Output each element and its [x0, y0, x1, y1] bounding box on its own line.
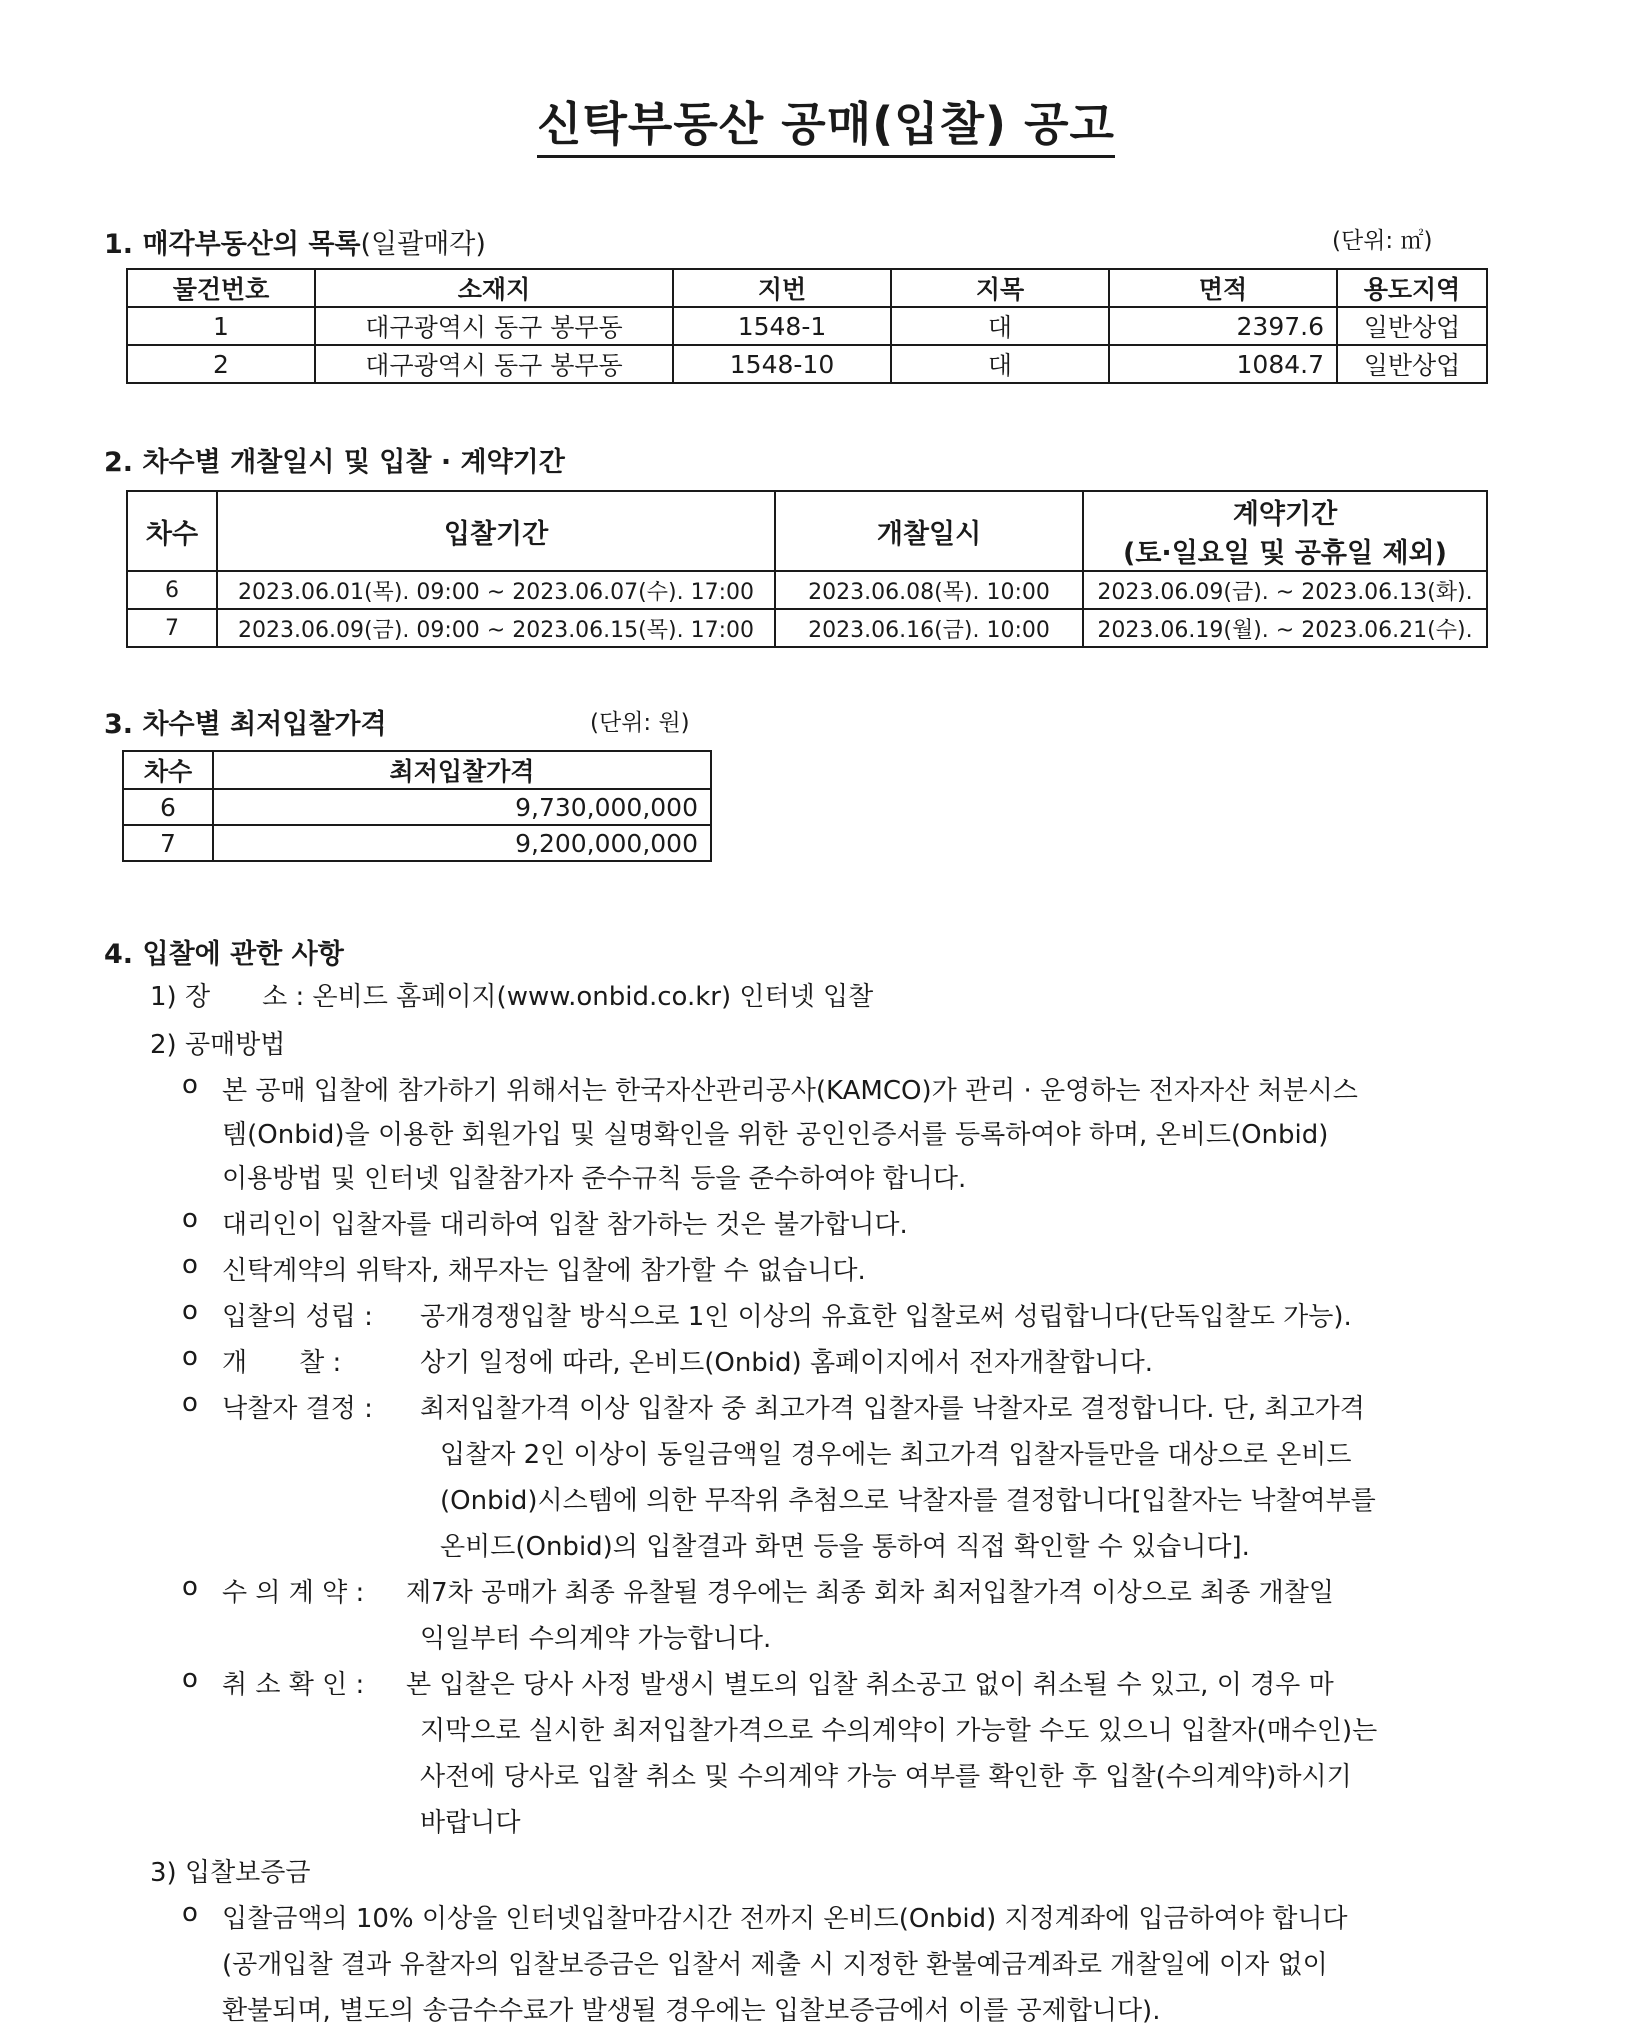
- col-header: 용도지역: [1337, 269, 1487, 307]
- bullet-text: 최저입찰가격 이상 입찰자 중 최고가격 입찰자를 낙찰자로 결정합니다. 단, 최고가격: [420, 1394, 1365, 1424]
- contract-period-label: 계약기간: [1232, 499, 1338, 530]
- bullet-text: (Onbid)시스템에 의한 무작위 추첨으로 낙찰자를 결정합니다[입찰자는 낙찰여부를: [440, 1486, 1376, 1516]
- cell: 9,200,000,000: [213, 825, 711, 861]
- col-header: 개찰일시: [775, 491, 1083, 571]
- bullet-text: 환불되며, 별도의 송금수수료가 발생될 경우에는 입찰보증금에서 이를 공제합니다).: [222, 1996, 1161, 2026]
- bullet-text: 익일부터 수의계약 가능합니다.: [420, 1624, 772, 1654]
- bullet-marker: o: [182, 1070, 198, 1100]
- section-3-heading: 3. 차수별 최저입찰가격: [104, 709, 387, 740]
- cell: 2023.06.09(금). 09:00 ~ 2023.06.15(목). 17:00: [217, 609, 775, 647]
- bullet-text: 이용방법 및 인터넷 입찰참가자 준수규칙 등을 준수하여야 합니다.: [222, 1164, 967, 1194]
- bullet-marker: o: [182, 1342, 198, 1372]
- bullet-marker: o: [182, 1898, 198, 1928]
- col-header: 면적: [1109, 269, 1337, 307]
- bullet-marker: o: [182, 1296, 198, 1326]
- cell: 2023.06.19(월). ~ 2023.06.21(수).: [1083, 609, 1487, 647]
- table-row: [127, 571, 1487, 609]
- bullet-text: 바랍니다: [420, 1808, 521, 1838]
- table-row: [123, 825, 711, 861]
- schedule-table: [126, 490, 1488, 648]
- cell: 1084.7: [1109, 345, 1337, 383]
- cell: 1548-10: [673, 345, 891, 383]
- col-header: 지목: [891, 269, 1109, 307]
- bullet-marker: o: [182, 1572, 198, 1602]
- cell: 대: [891, 307, 1109, 345]
- cell: 2023.06.08(목). 10:00: [775, 571, 1083, 609]
- col-header: 최저입찰가격: [213, 751, 711, 789]
- bullet-text: 대리인이 입찰자를 대리하여 입찰 참가하는 것은 불가합니다.: [222, 1210, 908, 1240]
- cell: 대구광역시 동구 봉무동: [315, 307, 673, 345]
- section-2-heading: 2. 차수별 개찰일시 및 입찰 · 계약기간: [104, 447, 565, 478]
- bullet-text: 입찰자 2인 이상이 동일금액일 경우에는 최고가격 입찰자들만을 대상으로 온비드: [440, 1440, 1352, 1470]
- bullet-text: 제7차 공매가 최종 유찰될 경우에는 최종 회차 최저입찰가격 이상으로 최종 개찰일: [406, 1578, 1335, 1608]
- col-header: 지번: [673, 269, 891, 307]
- bullet-label: 수 의 계 약 :: [222, 1578, 365, 1608]
- cell: 일반상업: [1337, 345, 1487, 383]
- col-header: 소재지: [315, 269, 673, 307]
- bullet-text: 사전에 당사로 입찰 취소 및 수의계약 가능 여부를 확인한 후 입찰(수의계약)하시기: [420, 1762, 1352, 1792]
- deposit-heading: 3) 입찰보증금: [150, 1858, 311, 1888]
- col-header: 차수: [123, 751, 213, 789]
- cell: 7: [127, 609, 217, 647]
- table-row: [127, 307, 1487, 345]
- cell: 2023.06.16(금). 10:00: [775, 609, 1083, 647]
- bullet-marker: o: [182, 1664, 198, 1694]
- unit-label-area: (단위: ㎡): [1332, 228, 1433, 254]
- cell: 1: [127, 307, 315, 345]
- property-table: [126, 268, 1488, 384]
- cell: 2023.06.01(목). 09:00 ~ 2023.06.07(수). 17:00: [217, 571, 775, 609]
- cell: 6: [123, 789, 213, 825]
- bullet-marker: o: [182, 1388, 198, 1418]
- bullet-marker: o: [182, 1250, 198, 1280]
- col-header: 입찰기간: [217, 491, 775, 571]
- table-row: [127, 345, 1487, 383]
- cell: 9,730,000,000: [213, 789, 711, 825]
- bullet-text: (공개입찰 결과 유찰자의 입찰보증금은 입찰서 제출 시 지정한 환불예금계좌로 개찰일에 이자 없이: [222, 1950, 1328, 1980]
- bullet-text: 본 입찰은 당사 사정 발생시 별도의 입찰 취소공고 없이 취소될 수 있고, 이 경우 마: [406, 1670, 1334, 1700]
- col-header: 차수: [127, 491, 217, 571]
- min-price-table: [122, 750, 712, 862]
- section-4-heading: 4. 입찰에 관한 사항: [104, 939, 344, 970]
- cell: 대구광역시 동구 봉무동: [315, 345, 673, 383]
- bullet-text: 템(Onbid)을 이용한 회원가입 및 실명확인을 위한 공인인증서를 등록하여야 하며, 온비드(Onbid): [222, 1120, 1329, 1150]
- bullet-text: 신탁계약의 위탁자, 채무자는 입찰에 참가할 수 없습니다.: [222, 1256, 866, 1286]
- col-header-contract: [1083, 491, 1487, 571]
- cell: 2023.06.09(금). ~ 2023.06.13(화).: [1083, 571, 1487, 609]
- cell: 2397.6: [1109, 307, 1337, 345]
- bullet-text: 상기 일정에 따라, 온비드(Onbid) 홈페이지에서 전자개찰합니다.: [420, 1348, 1153, 1378]
- bullet-text: 본 공매 입찰에 참가하기 위해서는 한국자산관리공사(KAMCO)가 관리 · 운영하는 전자자산 처분시스: [222, 1076, 1358, 1106]
- cell: 일반상업: [1337, 307, 1487, 345]
- method-heading: 2) 공매방법: [150, 1030, 286, 1060]
- col-header: 물건번호: [127, 269, 315, 307]
- cell: 6: [127, 571, 217, 609]
- bullet-label: 개 찰 :: [222, 1348, 342, 1378]
- bullet-text: 공개경쟁입찰 방식으로 1인 이상의 유효한 입찰로써 성립합니다(단독입찰도 가능).: [420, 1302, 1352, 1332]
- bullet-text: 온비드(Onbid)의 입찰결과 화면 등을 통하여 직접 확인할 수 있습니다].: [440, 1532, 1250, 1562]
- bullet-text: 지막으로 실시한 최저입찰가격으로 수의계약이 가능할 수도 있으니 입찰자(매수인)는: [420, 1716, 1378, 1746]
- table-row: [123, 789, 711, 825]
- bullet-label: 취 소 확 인 :: [222, 1670, 365, 1700]
- contract-period-note: (토·일요일 및 공휴일 제외): [1123, 538, 1447, 569]
- page-title: 신탁부동산 공매(입찰) 공고: [0, 88, 1652, 154]
- cell: 1548-1: [673, 307, 891, 345]
- section-1-heading: 1. 매각부동산의 목록(일괄매각): [104, 229, 486, 260]
- cell: 7: [123, 825, 213, 861]
- bullet-label: 입찰의 성립 :: [222, 1302, 373, 1332]
- unit-label-won: (단위: 원): [590, 710, 690, 736]
- bullet-marker: o: [182, 1204, 198, 1234]
- place-line: 1) 장 소 : 온비드 홈페이지(www.onbid.co.kr) 인터넷 입찰: [150, 982, 874, 1012]
- table-row: [127, 609, 1487, 647]
- cell: 대: [891, 345, 1109, 383]
- cell: 2: [127, 345, 315, 383]
- bullet-label: 낙찰자 결정 :: [222, 1394, 373, 1424]
- bullet-text: 입찰금액의 10% 이상을 인터넷입찰마감시간 전까지 온비드(Onbid) 지정계좌에 입금하여야 합니다: [222, 1904, 1348, 1934]
